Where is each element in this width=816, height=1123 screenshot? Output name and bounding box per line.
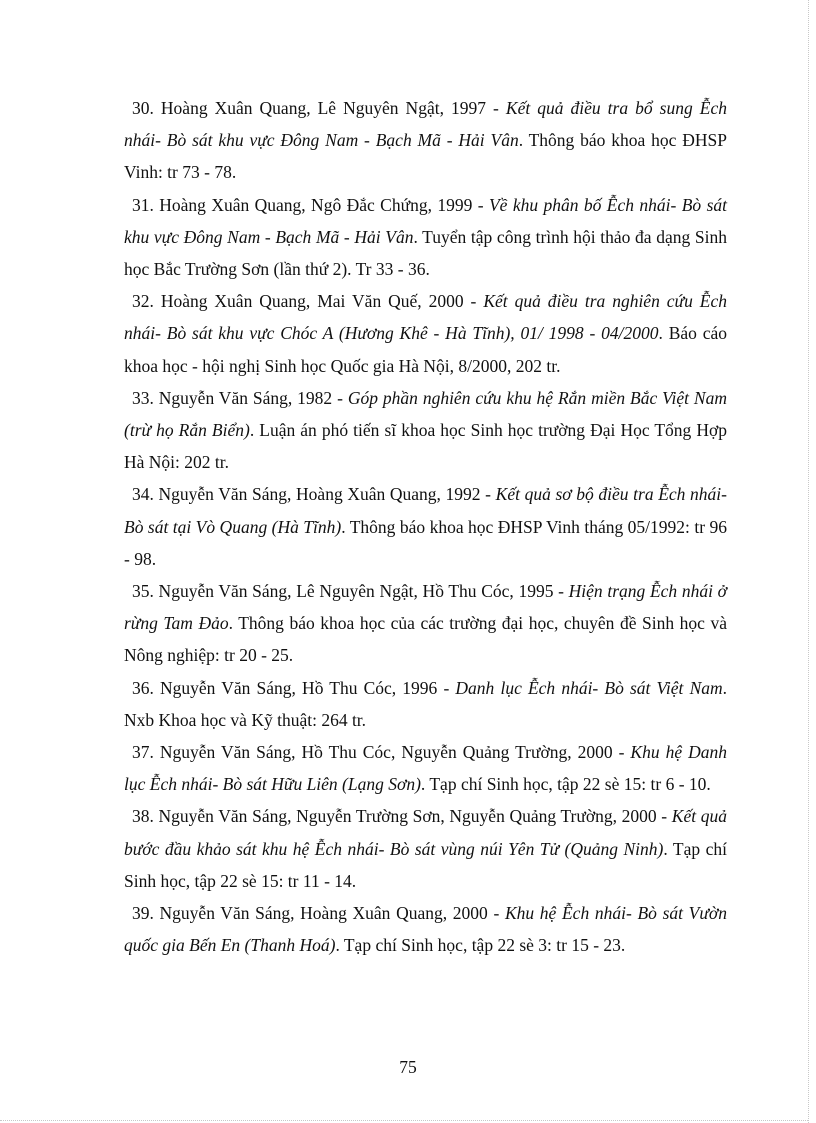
reference-item bbox=[124, 189, 727, 286]
page-edge-bottom bbox=[0, 1120, 808, 1121]
reference-title: Danh lục Ễch nhái- Bò sát Việt Nam bbox=[455, 677, 723, 698]
reference-list bbox=[124, 92, 727, 961]
reference-authors: 34. Nguyễn Văn Sáng, Hoàng Xuân Quang, 1992 - bbox=[132, 484, 496, 505]
reference-item bbox=[124, 478, 727, 575]
reference-source: . Tuyển tập công trình hội thảo đa dạng Sinh học Bắc Trường Sơn (lần thứ 2). Tr 33 - 36. bbox=[124, 226, 727, 280]
reference-title: Kết quả điều tra bổ sung Ễch nhái- Bò sát khu vực Đông Nam - Bạch Mã - Hải Vân bbox=[124, 98, 727, 151]
reference-authors: 37. Nguyễn Văn Sáng, Hồ Thu Cóc, Nguyễn Quảng Trường, 2000 - bbox=[132, 742, 631, 763]
reference-item bbox=[124, 92, 727, 189]
reference-source: . Thông báo khoa học ĐHSP Vinh tháng 05/1992: tr 96 - 98. bbox=[124, 516, 727, 569]
reference-item bbox=[124, 800, 727, 897]
reference-source: . Nxb Khoa học và Kỹ thuật: 264 tr. bbox=[124, 677, 727, 730]
reference-authors: 31. Hoàng Xuân Quang, Ngô Đắc Chứng, 1999 - bbox=[132, 194, 489, 215]
reference-title: Kết quả bước đầu khảo sát khu hệ Ễch nhái- Bò sát vùng núi Yên Tử (Quảng Ninh) bbox=[124, 806, 727, 859]
reference-title: Hiện trạng Ễch nhái ở rừng Tam Đảo bbox=[124, 581, 728, 634]
page-number: 75 bbox=[399, 1057, 417, 1077]
reference-title: Khu hệ Danh lục Ễch nhái- Bò sát Hữu Liên (Lạng Sơn) bbox=[124, 742, 727, 795]
reference-authors: 38. Nguyễn Văn Sáng, Nguyễn Trường Sơn, Nguyễn Quảng Trường, 2000 - bbox=[132, 806, 672, 827]
reference-source: . Tạp chí Sinh học, tập 22 sè 15: tr 11 - 14. bbox=[124, 838, 727, 891]
reference-authors: 30. Hoàng Xuân Quang, Lê Nguyên Ngật, 1997 - bbox=[132, 98, 506, 118]
reference-item bbox=[124, 575, 727, 672]
reference-item bbox=[124, 285, 727, 382]
reference-authors: 32. Hoàng Xuân Quang, Mai Văn Quế, 2000 - bbox=[132, 291, 484, 312]
reference-source: . Thông báo khoa học ĐHSP Vinh: tr 73 - 78. bbox=[124, 130, 728, 183]
reference-source: . Báo cáo khoa học - hội nghị Sinh học Quốc gia Hà Nội, 8/2000, 202 tr. bbox=[124, 323, 727, 376]
reference-item bbox=[124, 897, 727, 961]
reference-source: . Luận án phó tiến sĩ khoa học Sinh học trường Đại Học Tổng Hợp Hà Nội: 202 tr. bbox=[124, 420, 727, 473]
reference-title: Góp phần nghiên cứu khu hệ Rắn miền Bắc Việt Nam (trừ họ Rắn Biển) bbox=[124, 387, 727, 441]
reference-item bbox=[124, 736, 727, 800]
page-edge-right bbox=[808, 0, 809, 1123]
reference-title: Kết quả sơ bộ điều tra Ễch nhái- Bò sát tại Vò Quang (Hà Tĩnh) bbox=[124, 484, 727, 537]
reference-title: Về khu phân bố Ễch nhái- Bò sát khu vực Đông Nam - Bạch Mã - Hải Vân bbox=[124, 194, 728, 247]
reference-title: Khu hệ Ễch nhái- Bò sát Vườn quốc gia Bến En (Thanh Hoá) bbox=[124, 903, 727, 956]
reference-source: . Tạp chí Sinh học, tập 22 sè 15: tr 6 - 10. bbox=[420, 774, 711, 795]
reference-source: . Tạp chí Sinh học, tập 22 sè 3: tr 15 - 23. bbox=[335, 935, 626, 956]
reference-authors: 33. Nguyễn Văn Sáng, 1982 - bbox=[132, 387, 348, 408]
reference-source: . Thông báo khoa học của các trường đại học, chuyên đề Sinh học và Nông nghiệp: tr 20 - 25. bbox=[124, 613, 727, 666]
reference-authors: 36. Nguyễn Văn Sáng, Hồ Thu Cóc, 1996 - bbox=[132, 677, 456, 698]
reference-authors: 35. Nguyễn Văn Sáng, Lê Nguyên Ngật, Hồ Thu Cóc, 1995 - bbox=[132, 581, 569, 602]
reference-item bbox=[124, 382, 727, 479]
reference-authors: 39. Nguyễn Văn Sáng, Hoàng Xuân Quang, 2000 - bbox=[132, 903, 505, 924]
reference-item bbox=[124, 672, 727, 736]
reference-title: Kết quả điều tra nghiên cứu Ễch nhái- Bò sát khu vực Chóc A (Hương Khê - Hà Tĩnh), 01/ 1998 - 04/2000 bbox=[124, 291, 727, 344]
